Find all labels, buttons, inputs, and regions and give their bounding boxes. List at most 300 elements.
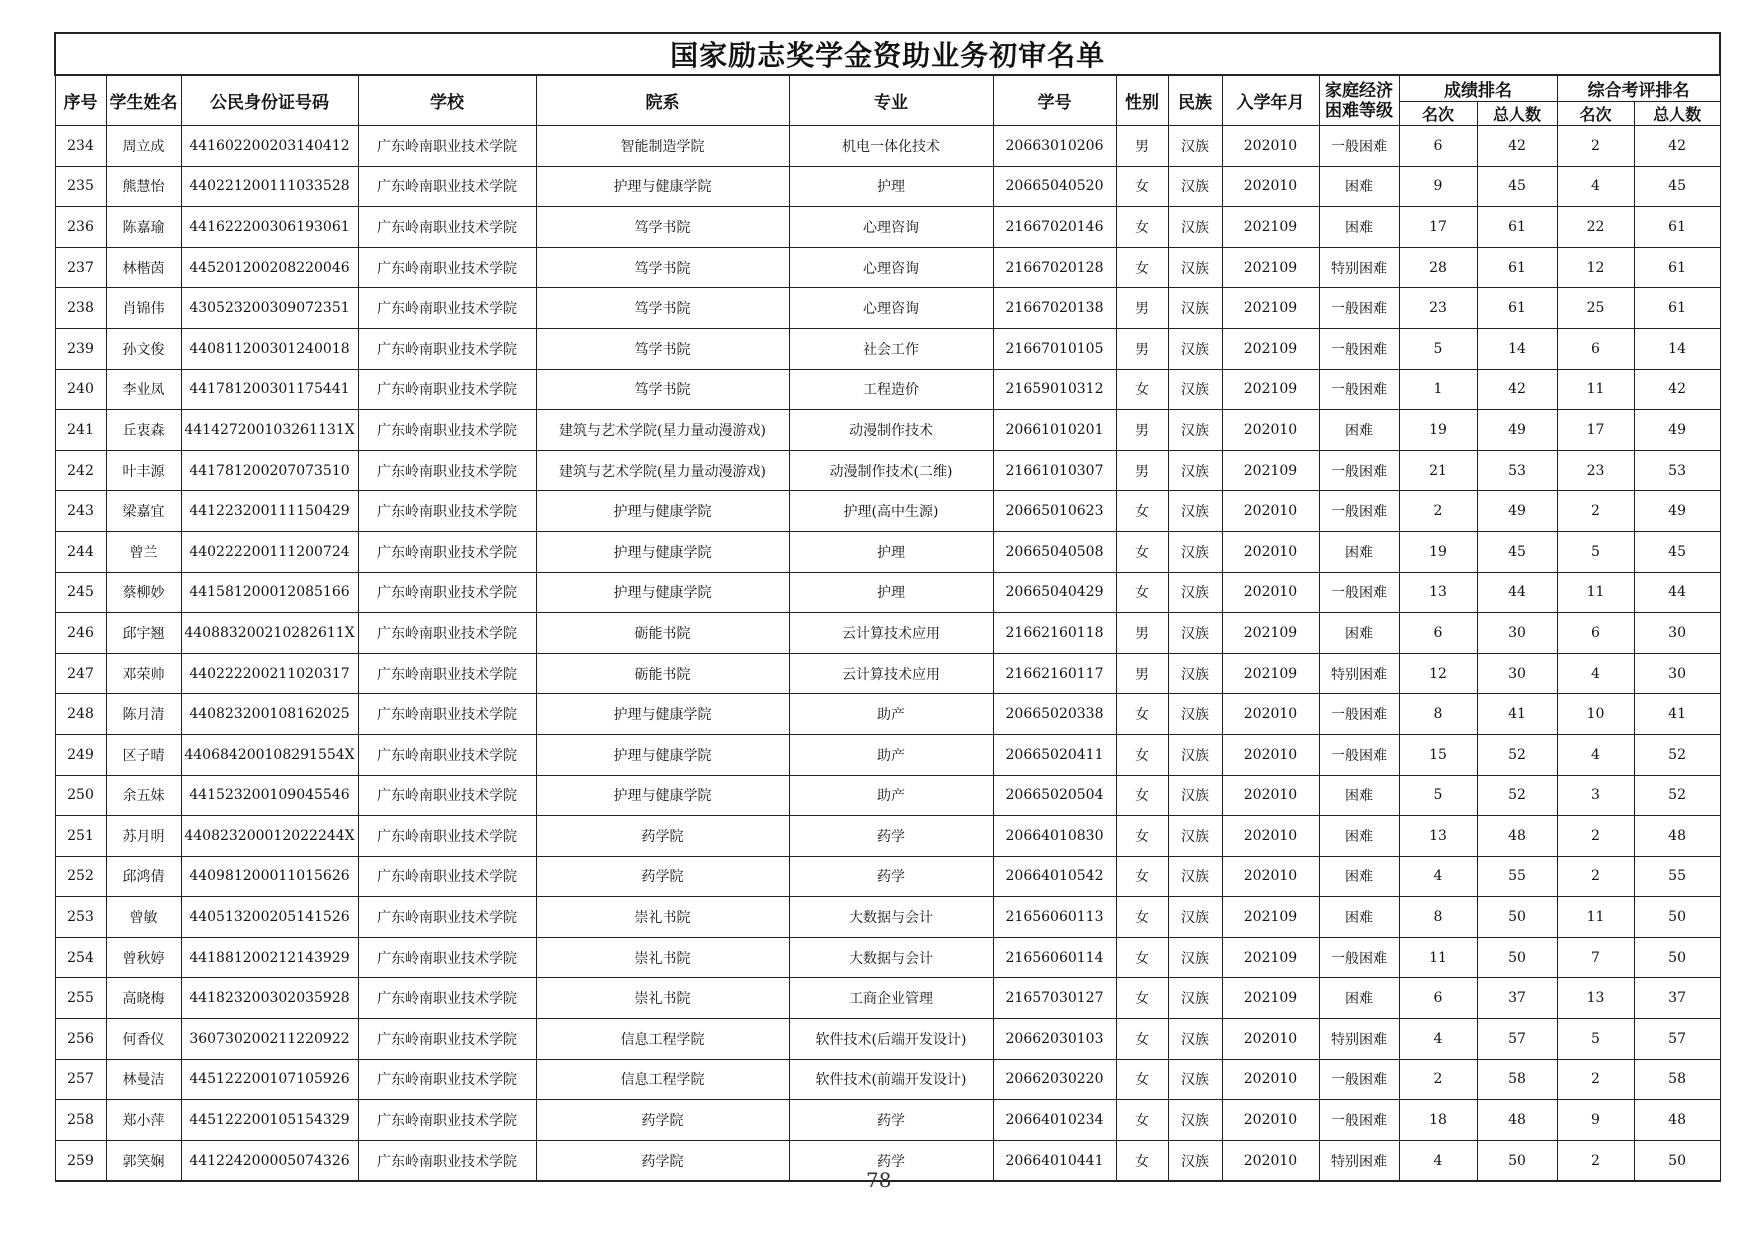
table-cell: 18 (1399, 1100, 1477, 1141)
header-score-total: 总人数 (1477, 102, 1557, 126)
table-cell: 202109 (1222, 978, 1319, 1019)
table-cell: 汉族 (1168, 1059, 1222, 1100)
table-cell: 广东岭南职业技术学院 (358, 775, 536, 816)
table-cell: 护理与健康学院 (536, 694, 789, 735)
table-cell: 建筑与艺术学院(星力量动漫游戏) (536, 410, 789, 451)
table-cell: 汉族 (1168, 897, 1222, 938)
table-cell: 心理咨询 (789, 207, 993, 248)
table-cell: 20665010623 (993, 491, 1116, 532)
table-cell: 202010 (1222, 856, 1319, 897)
table-cell: 汉族 (1168, 937, 1222, 978)
table-row (55, 978, 1720, 1019)
table-cell: 广东岭南职业技术学院 (358, 978, 536, 1019)
table-cell: 陈嘉瑜 (106, 207, 181, 248)
table-cell: 360730200211220922 (181, 1019, 358, 1060)
table-cell: 药学 (789, 816, 993, 857)
table-cell: 护理 (789, 572, 993, 613)
table-cell: 一般困难 (1319, 491, 1399, 532)
table-cell: 20664010542 (993, 856, 1116, 897)
table-row (55, 207, 1720, 248)
table-cell: 251 (55, 816, 106, 857)
table-row (55, 653, 1720, 694)
table-cell: 4 (1557, 653, 1634, 694)
table-cell: 丘衷森 (106, 410, 181, 451)
table-cell: 58 (1634, 1059, 1720, 1100)
table-cell: 21667020138 (993, 288, 1116, 329)
table-cell: 240 (55, 369, 106, 410)
table-cell: 202010 (1222, 816, 1319, 857)
table-cell: 广东岭南职业技术学院 (358, 816, 536, 857)
table-cell: 11 (1557, 369, 1634, 410)
header-eval-total: 总人数 (1634, 102, 1720, 126)
table-cell: 44 (1477, 572, 1557, 613)
table-cell: 社会工作 (789, 328, 993, 369)
table-cell: 汉族 (1168, 856, 1222, 897)
table-cell: 50 (1634, 897, 1720, 938)
table-cell: 李业凤 (106, 369, 181, 410)
table-cell: 广东岭南职业技术学院 (358, 1140, 536, 1181)
table-row (55, 816, 1720, 857)
table-cell: 21657030127 (993, 978, 1116, 1019)
table-cell: 4 (1557, 734, 1634, 775)
header-seq: 序号 (55, 75, 106, 126)
table-cell: 药学院 (536, 1140, 789, 1181)
table-cell: 广东岭南职业技术学院 (358, 1100, 536, 1141)
table-cell: 259 (55, 1140, 106, 1181)
table-cell: 广东岭南职业技术学院 (358, 247, 536, 288)
table-cell: 汉族 (1168, 207, 1222, 248)
table-cell: 257 (55, 1059, 106, 1100)
table-cell: 一般困难 (1319, 288, 1399, 329)
header-difficulty: 家庭经济困难等级 (1319, 75, 1399, 126)
header-eval-group: 综合考评排名 (1557, 75, 1720, 102)
table-cell: 238 (55, 288, 106, 329)
table-cell: 440221200111033528 (181, 166, 358, 207)
header-score-rank: 名次 (1399, 102, 1477, 126)
table-cell: 护理与健康学院 (536, 491, 789, 532)
table-cell: 440981200011015626 (181, 856, 358, 897)
table-cell: 一般困难 (1319, 369, 1399, 410)
table-cell: 41 (1477, 694, 1557, 735)
table-cell: 汉族 (1168, 694, 1222, 735)
table-cell: 4 (1399, 856, 1477, 897)
table-cell: 汉族 (1168, 491, 1222, 532)
table-cell: 52 (1477, 775, 1557, 816)
table-cell: 药学院 (536, 816, 789, 857)
table-cell: 一般困难 (1319, 937, 1399, 978)
table-cell: 21667020128 (993, 247, 1116, 288)
header-eval-rank: 名次 (1557, 102, 1634, 126)
header-gender: 性别 (1116, 75, 1168, 126)
table-cell: 11 (1557, 572, 1634, 613)
table-cell: 202109 (1222, 450, 1319, 491)
table-cell: 智能制造学院 (536, 126, 789, 167)
table-cell: 202010 (1222, 1100, 1319, 1141)
table-cell: 笃学书院 (536, 207, 789, 248)
table-cell: 护理与健康学院 (536, 531, 789, 572)
table-cell: 笃学书院 (536, 288, 789, 329)
table-cell: 11 (1557, 897, 1634, 938)
table-cell: 20662030103 (993, 1019, 1116, 1060)
table-cell: 女 (1116, 978, 1168, 1019)
table-cell: 女 (1116, 1019, 1168, 1060)
table-cell: 汉族 (1168, 775, 1222, 816)
table-cell: 护理 (789, 166, 993, 207)
table-cell: 2 (1557, 856, 1634, 897)
table-row (55, 1100, 1720, 1141)
table-row (55, 613, 1720, 654)
roster-table (54, 32, 1721, 1182)
table-row (55, 937, 1720, 978)
table-cell: 笃学书院 (536, 328, 789, 369)
table-cell: 441622200306193061 (181, 207, 358, 248)
table-cell: 困难 (1319, 207, 1399, 248)
table-cell: 广东岭南职业技术学院 (358, 653, 536, 694)
table-cell: 一般困难 (1319, 1059, 1399, 1100)
table-cell: 一般困难 (1319, 450, 1399, 491)
table-cell: 14 (1477, 328, 1557, 369)
table-cell: 202109 (1222, 897, 1319, 938)
table-cell: 441427200103261131X (181, 410, 358, 451)
table-cell: 汉族 (1168, 1100, 1222, 1141)
table-cell: 大数据与会计 (789, 897, 993, 938)
table-cell: 14 (1634, 328, 1720, 369)
table-cell: 曾兰 (106, 531, 181, 572)
table-row (55, 126, 1720, 167)
table-cell: 动漫制作技术(二维) (789, 450, 993, 491)
table-cell: 440513200205141526 (181, 897, 358, 938)
table-cell: 441223200111150429 (181, 491, 358, 532)
table-row (55, 369, 1720, 410)
table-cell: 药学 (789, 1100, 993, 1141)
page-title: 国家励志奖学金资助业务初审名单 (55, 33, 1720, 75)
table-cell: 50 (1634, 1140, 1720, 1181)
table-cell: 2 (1557, 816, 1634, 857)
table-cell: 熊慧怡 (106, 166, 181, 207)
table-cell: 汉族 (1168, 126, 1222, 167)
table-cell: 广东岭南职业技术学院 (358, 1059, 536, 1100)
table-cell: 49 (1477, 491, 1557, 532)
table-row (55, 775, 1720, 816)
table-row (55, 247, 1720, 288)
table-cell: 45 (1634, 531, 1720, 572)
table-cell: 441581200012085166 (181, 572, 358, 613)
table-row (55, 1059, 1720, 1100)
table-cell: 244 (55, 531, 106, 572)
table-cell: 202010 (1222, 694, 1319, 735)
table-cell: 13 (1399, 816, 1477, 857)
table-cell: 一般困难 (1319, 126, 1399, 167)
table-cell: 汉族 (1168, 166, 1222, 207)
table-cell: 20665020338 (993, 694, 1116, 735)
table-cell: 广东岭南职业技术学院 (358, 126, 536, 167)
table-cell: 广东岭南职业技术学院 (358, 694, 536, 735)
table-cell: 20665020504 (993, 775, 1116, 816)
table-cell: 48 (1634, 1100, 1720, 1141)
table-cell: 6 (1557, 328, 1634, 369)
table-cell: 男 (1116, 653, 1168, 694)
table-cell: 汉族 (1168, 531, 1222, 572)
table-cell: 239 (55, 328, 106, 369)
table-cell: 61 (1634, 247, 1720, 288)
table-cell: 男 (1116, 450, 1168, 491)
table-cell: 236 (55, 207, 106, 248)
table-cell: 困难 (1319, 531, 1399, 572)
table-cell: 20665040508 (993, 531, 1116, 572)
table-cell: 邱鸿倩 (106, 856, 181, 897)
table-cell: 61 (1477, 207, 1557, 248)
table-cell: 汉族 (1168, 653, 1222, 694)
table-cell: 20664010441 (993, 1140, 1116, 1181)
table-cell: 17 (1399, 207, 1477, 248)
table-cell: 8 (1399, 694, 1477, 735)
table-cell: 440823200012022244X (181, 816, 358, 857)
table-cell: 202010 (1222, 1059, 1319, 1100)
table-cell: 9 (1557, 1100, 1634, 1141)
header-name: 学生姓名 (106, 75, 181, 126)
table-cell: 2 (1399, 1059, 1477, 1100)
page-number: 78 (866, 1168, 892, 1192)
table-cell: 441781200301175441 (181, 369, 358, 410)
table-cell: 女 (1116, 1140, 1168, 1181)
table-cell: 52 (1634, 734, 1720, 775)
table-cell: 245 (55, 572, 106, 613)
table-cell: 49 (1634, 410, 1720, 451)
table-cell: 8 (1399, 897, 1477, 938)
table-cell: 特别困难 (1319, 247, 1399, 288)
table-cell: 12 (1399, 653, 1477, 694)
table-cell: 崇礼书院 (536, 937, 789, 978)
table-cell: 一般困难 (1319, 1100, 1399, 1141)
table-cell: 汉族 (1168, 734, 1222, 775)
table-cell: 动漫制作技术 (789, 410, 993, 451)
table-body (55, 126, 1720, 1182)
table-cell: 202010 (1222, 491, 1319, 532)
table-cell: 19 (1399, 410, 1477, 451)
header-department: 院系 (536, 75, 789, 126)
table-cell: 12 (1557, 247, 1634, 288)
table-cell: 高晓梅 (106, 978, 181, 1019)
table-cell: 广东岭南职业技术学院 (358, 288, 536, 329)
table-cell: 2 (1557, 491, 1634, 532)
table-cell: 254 (55, 937, 106, 978)
table-cell: 广东岭南职业技术学院 (358, 897, 536, 938)
table-cell: 汉族 (1168, 288, 1222, 329)
table-cell: 曾敏 (106, 897, 181, 938)
table-cell: 男 (1116, 328, 1168, 369)
table-cell: 45 (1634, 166, 1720, 207)
table-cell: 郭笑娴 (106, 1140, 181, 1181)
table-cell: 202109 (1222, 653, 1319, 694)
table-cell: 61 (1477, 247, 1557, 288)
table-cell: 护理 (789, 531, 993, 572)
table-cell: 235 (55, 166, 106, 207)
table-cell: 202010 (1222, 1019, 1319, 1060)
table-cell: 4 (1399, 1140, 1477, 1181)
table-cell: 440811200301240018 (181, 328, 358, 369)
table-cell: 242 (55, 450, 106, 491)
table-cell: 255 (55, 978, 106, 1019)
table-cell: 女 (1116, 775, 1168, 816)
table-cell: 202010 (1222, 410, 1319, 451)
table-cell: 广东岭南职业技术学院 (358, 937, 536, 978)
table-cell: 20665040429 (993, 572, 1116, 613)
table-cell: 22 (1557, 207, 1634, 248)
table-cell: 女 (1116, 734, 1168, 775)
header-ethnicity: 民族 (1168, 75, 1222, 126)
table-cell: 2 (1557, 1140, 1634, 1181)
table-cell: 困难 (1319, 816, 1399, 857)
header-student-no: 学号 (993, 75, 1116, 126)
table-cell: 区子晴 (106, 734, 181, 775)
table-cell: 6 (1399, 978, 1477, 1019)
table-cell: 2 (1557, 126, 1634, 167)
table-cell: 郑小萍 (106, 1100, 181, 1141)
table-cell: 梁嘉宜 (106, 491, 181, 532)
table-cell: 445122200105154329 (181, 1100, 358, 1141)
table-cell: 汉族 (1168, 369, 1222, 410)
table-cell: 202010 (1222, 531, 1319, 572)
table-cell: 广东岭南职业技术学院 (358, 491, 536, 532)
table-cell: 大数据与会计 (789, 937, 993, 978)
table-cell: 20663010206 (993, 126, 1116, 167)
table-cell: 440222200111200724 (181, 531, 358, 572)
table-cell: 广东岭南职业技术学院 (358, 572, 536, 613)
table-cell: 建筑与艺术学院(星力量动漫游戏) (536, 450, 789, 491)
table-cell: 女 (1116, 1059, 1168, 1100)
table-row (55, 734, 1720, 775)
table-row (55, 410, 1720, 451)
table-cell: 202109 (1222, 937, 1319, 978)
table-cell: 女 (1116, 572, 1168, 613)
table-cell: 53 (1634, 450, 1720, 491)
table-cell: 37 (1477, 978, 1557, 1019)
table-cell: 女 (1116, 694, 1168, 735)
table-cell: 41 (1634, 694, 1720, 735)
table-cell: 广东岭南职业技术学院 (358, 613, 536, 654)
table-cell: 困难 (1319, 775, 1399, 816)
table-cell: 特别困难 (1319, 1019, 1399, 1060)
table-cell: 42 (1634, 126, 1720, 167)
table-cell: 药学院 (536, 856, 789, 897)
table-cell: 48 (1634, 816, 1720, 857)
table-cell: 困难 (1319, 856, 1399, 897)
table-cell: 58 (1477, 1059, 1557, 1100)
table-cell: 440883200210282611X (181, 613, 358, 654)
table-cell: 余五妹 (106, 775, 181, 816)
table-cell: 广东岭南职业技术学院 (358, 166, 536, 207)
table-cell: 441823200302035928 (181, 978, 358, 1019)
table-cell: 440684200108291554X (181, 734, 358, 775)
table-cell: 202109 (1222, 247, 1319, 288)
table-cell: 30 (1634, 613, 1720, 654)
table-cell: 30 (1634, 653, 1720, 694)
table-cell: 药学 (789, 856, 993, 897)
table-row (55, 1019, 1720, 1060)
table-cell: 女 (1116, 531, 1168, 572)
table-cell: 258 (55, 1100, 106, 1141)
table-cell: 49 (1634, 491, 1720, 532)
table-cell: 30 (1477, 613, 1557, 654)
table-cell: 202010 (1222, 734, 1319, 775)
table-cell: 男 (1116, 613, 1168, 654)
table-cell: 247 (55, 653, 106, 694)
table-cell: 61 (1634, 288, 1720, 329)
table-cell: 20665020411 (993, 734, 1116, 775)
table-row (55, 572, 1720, 613)
table-cell: 药学 (789, 1140, 993, 1181)
table-cell: 邱宇翘 (106, 613, 181, 654)
table-cell: 202109 (1222, 369, 1319, 410)
table-cell: 253 (55, 897, 106, 938)
table-cell: 61 (1477, 288, 1557, 329)
table-cell: 肖锦伟 (106, 288, 181, 329)
table-cell: 1 (1399, 369, 1477, 410)
table-cell: 邓荣帅 (106, 653, 181, 694)
table-cell: 441881200212143929 (181, 937, 358, 978)
table-row (55, 288, 1720, 329)
table-cell: 441224200005074326 (181, 1140, 358, 1181)
table-cell: 202109 (1222, 613, 1319, 654)
table-cell: 一般困难 (1319, 572, 1399, 613)
table-cell: 4 (1557, 166, 1634, 207)
table-cell: 5 (1557, 531, 1634, 572)
table-cell: 女 (1116, 816, 1168, 857)
table-cell: 5 (1399, 328, 1477, 369)
table-cell: 护理与健康学院 (536, 572, 789, 613)
table-cell: 软件技术(后端开发设计) (789, 1019, 993, 1060)
header-enroll: 入学年月 (1222, 75, 1319, 126)
table-cell: 助产 (789, 694, 993, 735)
table-cell: 42 (1477, 126, 1557, 167)
table-cell: 7 (1557, 937, 1634, 978)
table-cell: 3 (1557, 775, 1634, 816)
table-cell: 250 (55, 775, 106, 816)
table-cell: 45 (1477, 531, 1557, 572)
table-cell: 441602200203140412 (181, 126, 358, 167)
table-cell: 23 (1557, 450, 1634, 491)
table-cell: 困难 (1319, 410, 1399, 451)
table-cell: 57 (1477, 1019, 1557, 1060)
table-cell: 工程造价 (789, 369, 993, 410)
table-cell: 53 (1477, 450, 1557, 491)
table-cell: 4 (1399, 1019, 1477, 1060)
table-cell: 汉族 (1168, 816, 1222, 857)
table-cell: 信息工程学院 (536, 1019, 789, 1060)
table-cell: 50 (1477, 937, 1557, 978)
table-cell: 广东岭南职业技术学院 (358, 369, 536, 410)
table-cell: 工商企业管理 (789, 978, 993, 1019)
table-cell: 蔡柳妙 (106, 572, 181, 613)
table-row (55, 531, 1720, 572)
table-cell: 广东岭南职业技术学院 (358, 207, 536, 248)
table-cell: 202010 (1222, 166, 1319, 207)
table-cell: 笃学书院 (536, 369, 789, 410)
table-cell: 林楷茵 (106, 247, 181, 288)
table-cell: 崇礼书院 (536, 978, 789, 1019)
table-cell: 19 (1399, 531, 1477, 572)
table-cell: 一般困难 (1319, 734, 1399, 775)
table-cell: 10 (1557, 694, 1634, 735)
table-cell: 崇礼书院 (536, 897, 789, 938)
table-cell: 何香仪 (106, 1019, 181, 1060)
table-cell: 9 (1399, 166, 1477, 207)
table-cell: 助产 (789, 734, 993, 775)
table-cell: 汉族 (1168, 1140, 1222, 1181)
table-cell: 汉族 (1168, 1019, 1222, 1060)
table-cell: 2 (1557, 1059, 1634, 1100)
table-cell: 女 (1116, 856, 1168, 897)
